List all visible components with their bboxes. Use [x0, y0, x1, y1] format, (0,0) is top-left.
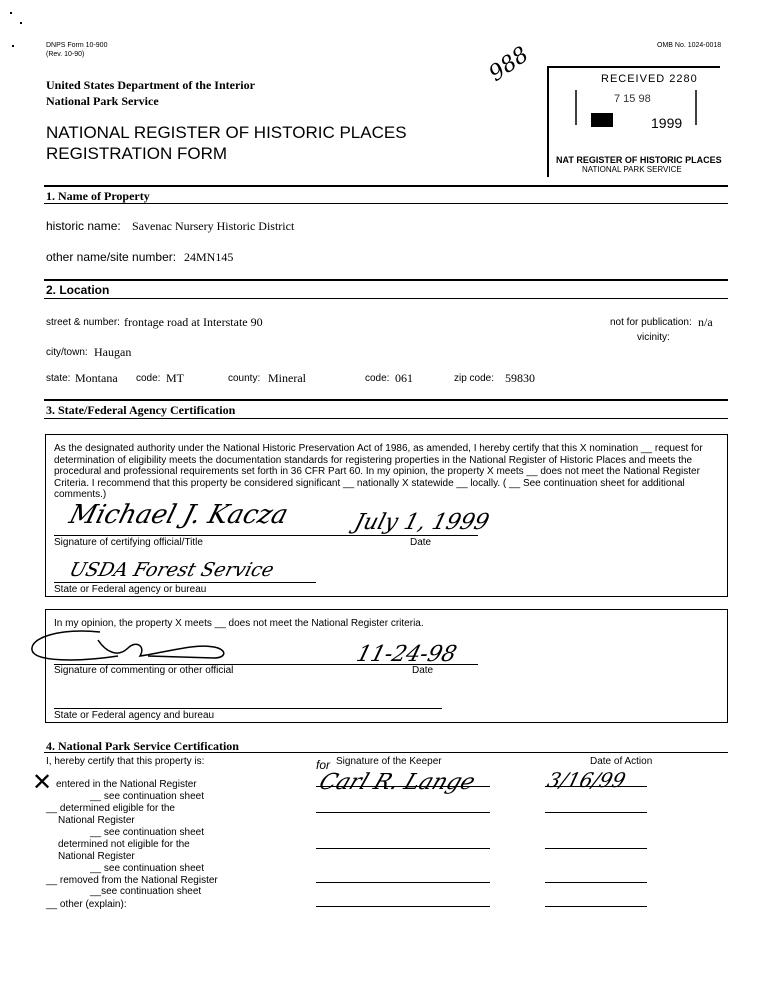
county-label: county: [228, 373, 261, 384]
zip-label: zip code: [454, 373, 495, 384]
status-other: __ other (explain): [46, 899, 127, 910]
date-line-4 [545, 882, 647, 883]
agency2-line [54, 708, 442, 709]
form-revision: (Rev. 10-90) [46, 51, 85, 58]
form-title-line2: REGISTRATION FORM [46, 144, 228, 163]
signature2-label: Signature of commenting or other official [54, 665, 234, 676]
status-eligible-register: National Register [58, 815, 135, 826]
keeper-line-4 [316, 882, 490, 883]
section2-top-rule [44, 279, 728, 281]
stamp-date-top: 7 15 98 [614, 93, 651, 105]
commenting-signature [28, 622, 248, 670]
signature1-line [54, 535, 478, 536]
county-code-label: code: [365, 373, 390, 384]
status-removed-continuation: __see continuation sheet [90, 886, 202, 897]
state-code-value: MT [166, 371, 184, 385]
zip-value: 59830 [505, 371, 535, 385]
agency-handwritten: USDA Forest Service [67, 559, 277, 581]
status-not-eligible: determined not eligible for the [58, 839, 190, 850]
keeper-label: Signature of the Keeper [336, 756, 442, 767]
state-value: Montana [75, 371, 118, 385]
county-value: Mineral [268, 371, 306, 385]
keeper-line-5 [316, 906, 490, 907]
status-removed: __ removed from the National Register [46, 875, 218, 886]
vicinity-label: vicinity: [637, 332, 670, 343]
keeper-line-3 [316, 848, 490, 849]
status-not-eligible-register: National Register [58, 851, 135, 862]
status-entered: entered in the National Register [56, 779, 197, 790]
handwritten-number: 988 [484, 42, 534, 87]
state-code-label: code: [136, 373, 161, 384]
stamp-bottom-line1: NAT REGISTER OF HISTORIC PLACES [556, 155, 722, 165]
section1-bottom-rule [44, 203, 728, 204]
date-line-5 [545, 906, 647, 907]
scan-speck [12, 45, 14, 47]
section2-bottom-rule [44, 298, 728, 299]
other-name-value: 24MN145 [184, 250, 234, 264]
agency2-label: State or Federal agency and bureau [54, 710, 215, 721]
certify-label: I, hereby certify that this property is: [46, 756, 205, 767]
section3-top-rule [44, 399, 728, 401]
date-line-3 [545, 848, 647, 849]
scan-speck [10, 12, 12, 14]
agency1-label: State or Federal agency or bureau [54, 584, 207, 595]
section3-bottom-rule [44, 418, 728, 419]
stamp-received: RECEIVED 2280 [601, 73, 698, 85]
stamp-year: 1999 [651, 115, 683, 131]
department-name: United States Department of the Interior [46, 78, 255, 92]
signature1-date-label: Date [410, 537, 432, 548]
section4-rule [44, 752, 728, 753]
opinion-text: In my opinion, the property X meets __ does not meet the National Register criteria. [54, 618, 424, 629]
scan-speck [20, 22, 22, 24]
status-eligible: __ determined eligible for the [46, 803, 175, 814]
entered-x-mark: ✕ [32, 768, 53, 796]
city-value: Haugan [94, 345, 132, 359]
signature2-date-label: Date [412, 665, 434, 676]
street-label: street & number: [46, 317, 120, 328]
certifying-signature: Michael J. Kacza [65, 500, 292, 530]
stamp-bottom-line2: NATIONAL PARK SERVICE [582, 165, 682, 174]
action-date: 3/16/99 [544, 768, 629, 792]
street-value: frontage road at Interstate 90 [124, 315, 263, 329]
keeper-for-mark: for [316, 758, 331, 772]
certification-text: As the designated authority under the National Historic Preservation Act of 1986, as amended, I hereby certify that this X nomination __ request for determination of eligibility meets the documentation standards for registering properties in the National Register of Historic Places and meets the procedural and professional requirements set forth in 36 CFR Part 60. In my opinion, the property X meets __ does not meet the National Register Criteria. I recommend that this property be considered significant __ nationally X statewide __ locally. ( __ See continuation sheet for additional comments.) [54, 443, 703, 500]
received-stamp [546, 65, 722, 178]
county-code-value: 061 [395, 371, 413, 385]
section1-heading: 1. Name of Property [46, 189, 150, 203]
status-not-eligible-continuation: __ see continuation sheet [90, 863, 204, 874]
state-label: state: [46, 373, 71, 384]
date-line-1 [545, 786, 647, 787]
form-number: DNPS Form 10-900 [46, 42, 108, 49]
historic-name-value: Savenac Nursery Historic District [132, 219, 295, 233]
agency1-line [54, 582, 316, 583]
historic-name-label: historic name: [46, 219, 121, 233]
other-name-label: other name/site number: [46, 250, 177, 264]
not-for-publication-value: n/a [698, 315, 713, 329]
section2-heading: 2. Location [46, 283, 110, 297]
section3-heading: 3. State/Federal Agency Certification [46, 403, 236, 417]
date-line-2 [545, 812, 647, 813]
service-name: National Park Service [46, 94, 159, 108]
keeper-line-2 [316, 812, 490, 813]
not-for-publication-label: not for publication: [610, 317, 692, 328]
city-label: city/town: [46, 347, 88, 358]
keeper-line-1 [316, 786, 490, 787]
section4-heading: 4. National Park Service Certification [46, 739, 239, 753]
section1-top-rule [44, 185, 728, 187]
certifying-date: July 1, 1999 [351, 510, 492, 535]
commenting-date: 11-24-98 [353, 642, 460, 667]
omb-number: OMB No. 1024-0018 [657, 42, 722, 49]
date-of-action-label: Date of Action [590, 756, 653, 767]
status-eligible-continuation: __ see continuation sheet [90, 827, 204, 838]
form-title-line1: NATIONAL REGISTER OF HISTORIC PLACES [46, 123, 407, 142]
keeper-signature: Carl R. Lange [315, 770, 479, 795]
signature1-label: Signature of certifying official/Title [54, 537, 203, 548]
status-entered-continuation: __ see continuation sheet [90, 791, 204, 802]
